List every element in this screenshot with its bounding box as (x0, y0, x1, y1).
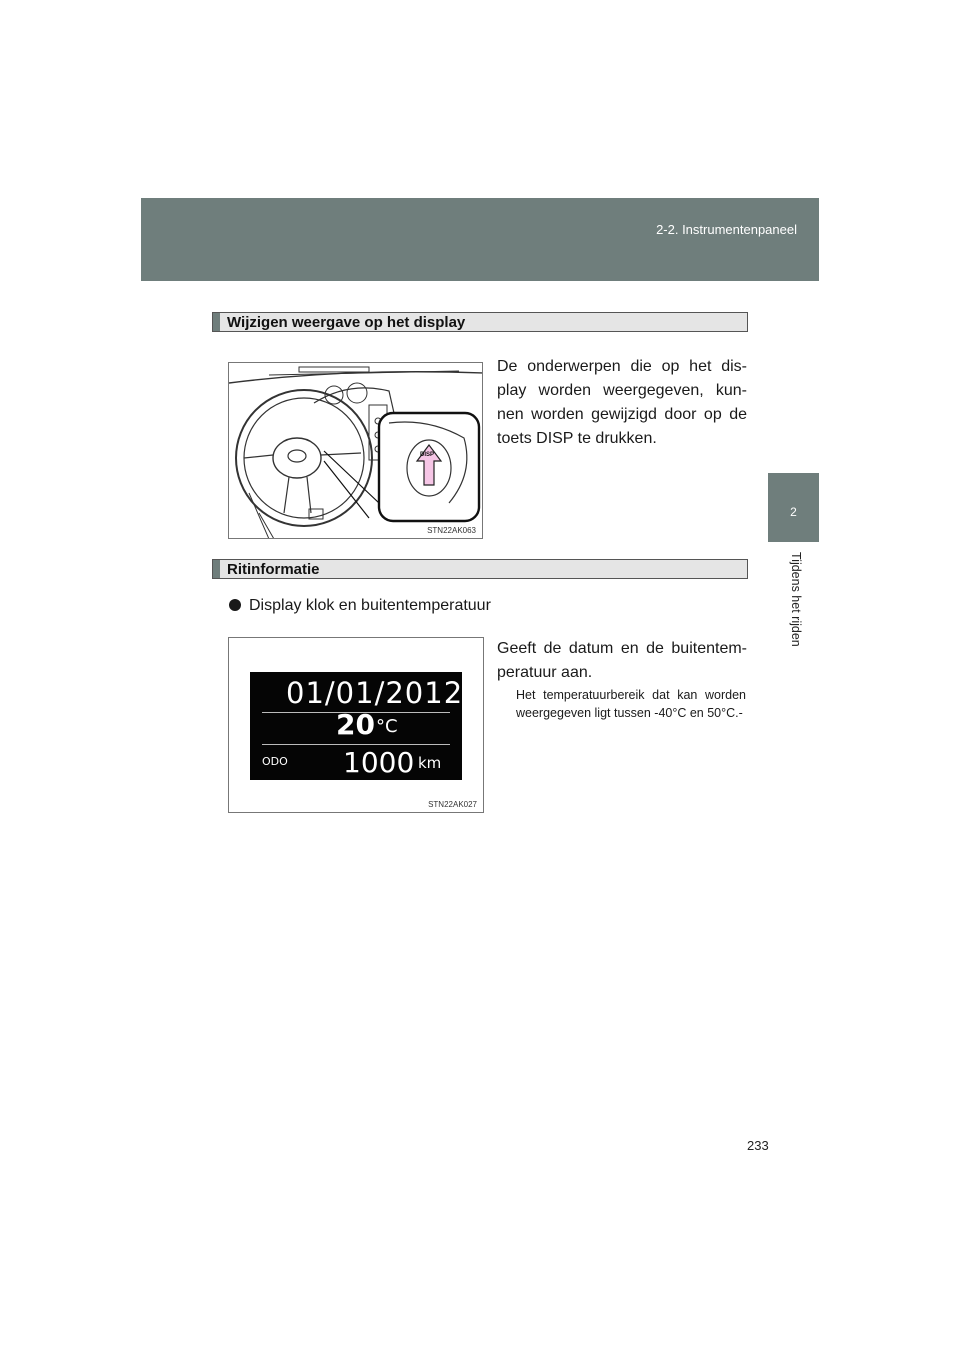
disp-button-label: DISP (420, 452, 435, 458)
heading-marker (213, 313, 220, 331)
section-heading-text: Ritinformatie (227, 561, 320, 578)
section-heading-display (212, 312, 748, 332)
lcd-display (250, 672, 462, 780)
heading-marker (213, 560, 220, 578)
header-bar (141, 198, 819, 281)
display-paragraph: De onderwerpen die op het dis-play worden weergegeven, kun-nen worden gewijzigd door op de toets DISP te drukken. (497, 358, 747, 447)
chapter-label: Tijdens het rijden (789, 552, 803, 647)
figure-code: STN22AK063 (427, 526, 476, 535)
lcd-odo-value: 1000 (343, 746, 415, 779)
trip-paragraph: Geeft de datum en de buitentem-peratuur aan. (497, 640, 747, 681)
lcd-temperature-unit: °C (376, 716, 398, 737)
bullet-item (229, 597, 491, 615)
lcd-divider (262, 744, 450, 745)
chapter-tab (768, 473, 819, 542)
steering-wheel-illustration (229, 363, 483, 539)
section-heading-trip (212, 559, 748, 579)
chapter-number: 2 (790, 505, 797, 519)
bullet-icon (229, 599, 241, 611)
lcd-odo-label: ODO (262, 755, 288, 768)
lcd-date: 01/01/2012 (286, 676, 464, 710)
page-number: 233 (747, 1138, 769, 1153)
bullet-text: Display klok en buitentemperatuur (249, 597, 491, 614)
section-heading-text: Wijzigen weergave op het display (227, 314, 466, 331)
trip-note: Het temperatuurbereik dat kan worden weergegeven ligt tussen -40°C en 50°C.- (516, 688, 746, 720)
steering-wheel-figure (228, 362, 483, 539)
lcd-odo-unit: km (418, 754, 442, 772)
lcd-temperature: 20 (336, 708, 375, 741)
chapter-title: 2-2. Instrumentenpaneel (656, 222, 797, 237)
figure-code: STN22AK027 (428, 800, 477, 809)
display-figure (228, 637, 484, 813)
